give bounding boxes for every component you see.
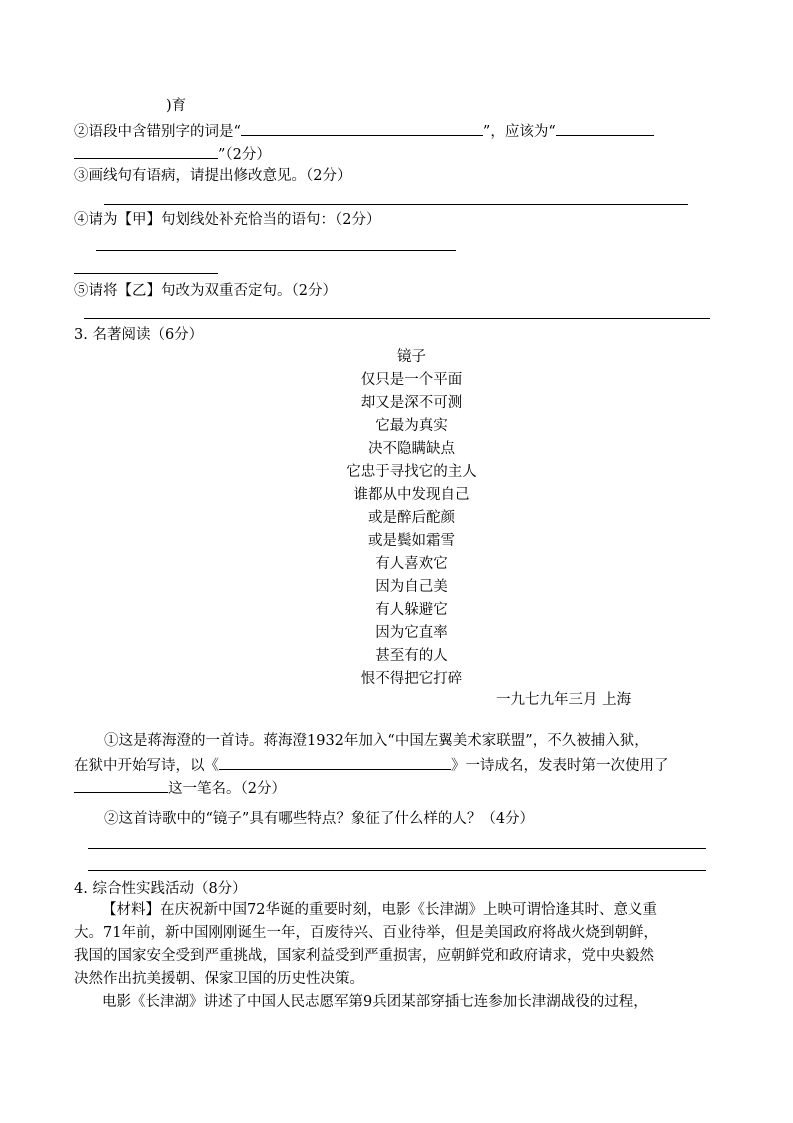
- poem-line: 因为它直率: [375, 625, 448, 641]
- q2-item4-answer-line-1[interactable]: [96, 250, 456, 251]
- poem-line: 甚至有的人: [375, 648, 448, 664]
- q3-item2: ②这首诗歌中的“镜子”具有哪些特点？象征了什么样的人？（4分）: [104, 811, 535, 827]
- poem-line: 它最为真实: [375, 418, 448, 434]
- q4-heading: 4. 综合性实践活动（8分）: [74, 881, 247, 897]
- paragraph-line: 我国的国家安全受到严重挑战，国家利益受到严重损害，应朝鲜党和政府请求，党中央毅然: [74, 948, 654, 964]
- q3-item2-answer-line-1[interactable]: [88, 848, 706, 849]
- poem-line: 仅只是一个平面: [360, 372, 463, 388]
- q2-item2-suffix: ”（2分）: [218, 147, 271, 163]
- q2-item2-prefix: ②语段中含错别字的词是“: [74, 124, 241, 140]
- poem-line: 有人喜欢它: [375, 556, 448, 572]
- paragraph-line: 【材料】在庆祝新中国72华诞的重要时刻，电影《长津湖》上映可谓恰逢其时、意义重: [102, 902, 657, 918]
- q3-item1-line2: [74, 754, 669, 776]
- paragraph-line: 决然作出抗美援朝、保家卫国的历史性决策。: [74, 971, 364, 987]
- q3-item1-middle: 》一诗成名，发表时第一次使用了: [451, 758, 669, 774]
- poem-title-blank[interactable]: [219, 754, 451, 770]
- q2-item2-middle: ”，应该为“: [482, 124, 556, 140]
- poem-line: 它忠于寻找它的主人: [346, 464, 477, 480]
- poem-title: 镜子: [397, 349, 426, 365]
- poem-line: 有人躲避它: [375, 602, 448, 618]
- q2-item3-answer-line[interactable]: [104, 204, 688, 205]
- poem-line: 或是醉后酡颜: [368, 510, 455, 526]
- q2-item4: ④请为【甲】句划线处补充恰当的语句：（2分）: [74, 212, 381, 228]
- q3-item1-line1: ①这是蒋海澄的一首诗。蒋海澄1932年加入“中国左翼美术家联盟”，不久被捕入狱，: [104, 733, 649, 749]
- q3-item1-line3: [74, 777, 286, 799]
- poem-line: 却又是深不可测: [360, 395, 463, 411]
- wrong-word-blank[interactable]: [241, 120, 483, 136]
- poem-line: 恨不得把它打碎: [360, 671, 463, 687]
- pen-name-blank[interactable]: [74, 777, 168, 793]
- q2-item4-answer-line-2[interactable]: [74, 273, 218, 274]
- poem-line: 决不隐瞒缺点: [368, 441, 455, 457]
- poem-line: 谁都从中发现自己: [353, 487, 470, 503]
- q2-fragment: )育: [166, 98, 187, 114]
- q4-material-paragraph: [74, 899, 658, 1014]
- q2-item5-answer-line[interactable]: [84, 318, 710, 319]
- poem: [0, 346, 793, 691]
- q2-item5: ⑤请将【乙】句改为双重否定句。（2分）: [74, 283, 337, 299]
- poem-date: 一九七九年三月 上海: [496, 692, 632, 708]
- q2-item2-cont: [74, 143, 271, 165]
- q3-heading: 3. 名著阅读（6分）: [74, 327, 204, 343]
- q3-item1-prefix: 在狱中开始写诗，以《: [74, 758, 219, 774]
- correct-word-blank-1[interactable]: [556, 120, 654, 136]
- q2-item3: ③画线句有语病，请提出修改意见。（2分）: [74, 168, 352, 184]
- q3-item1-suffix: 这一笔名。（2分）: [168, 781, 286, 797]
- poem-line: 或是鬓如霜雪: [368, 533, 455, 549]
- paragraph-line: 大。71年前，新中国刚刚诞生一年，百废待兴、百业待举，但是美国政府将战火烧到朝鲜，: [74, 925, 658, 941]
- correct-word-blank-2[interactable]: [74, 143, 218, 159]
- q3-item2-answer-line-2[interactable]: [88, 870, 706, 871]
- poem-line: 因为自己美: [375, 579, 448, 595]
- paragraph-line: 电影《长津湖》讲述了中国人民志愿军第9兵团某部穿插七连参加长津湖战役的过程，: [102, 994, 648, 1010]
- q2-item2: [74, 120, 654, 142]
